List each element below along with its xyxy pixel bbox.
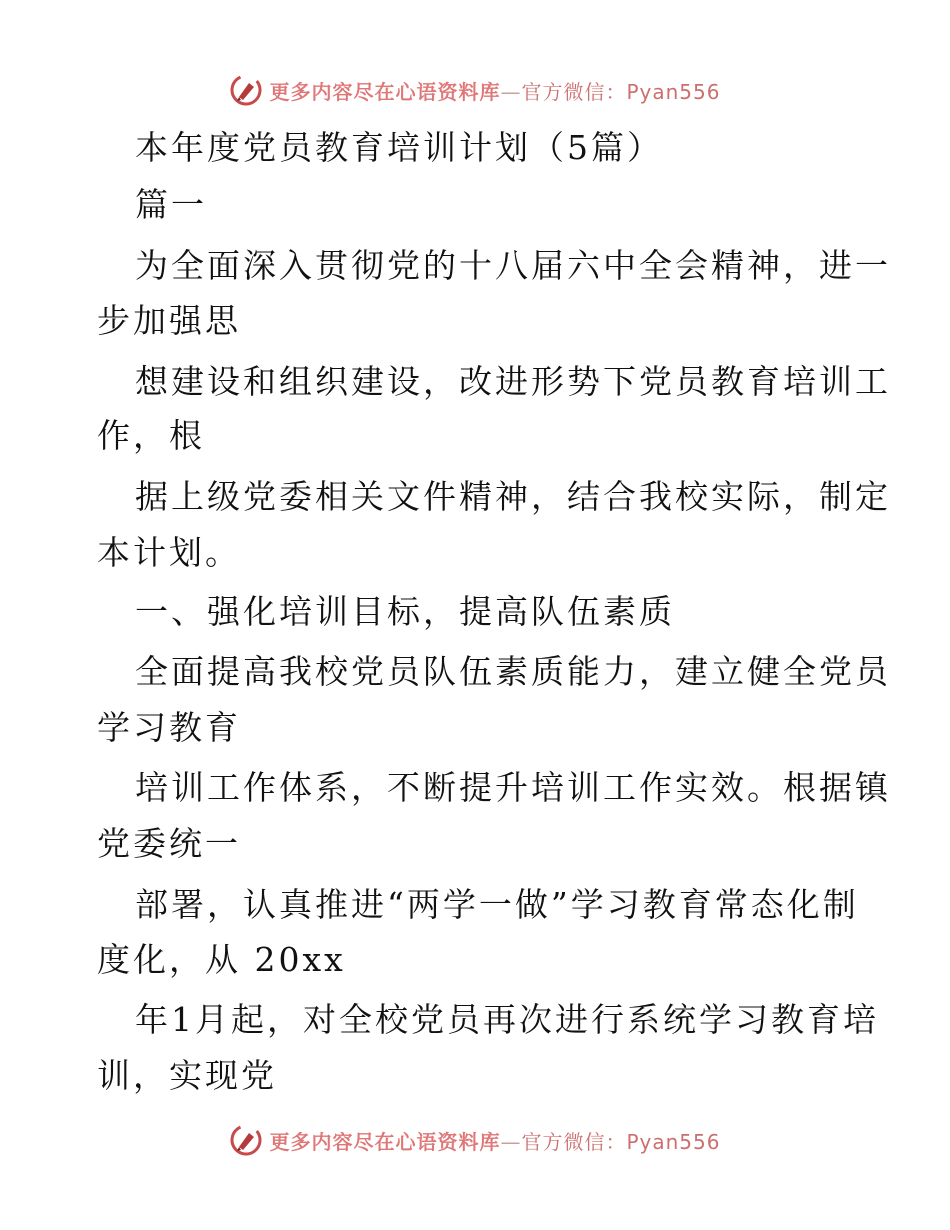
banner-brand: 更多内容尽在心语资料库	[269, 79, 501, 104]
pen-nib-logo-icon	[229, 1123, 263, 1157]
paragraph-line: 为全面深入贯彻党的十八届六中全会精神，进一	[135, 246, 891, 285]
pen-nib-logo-icon	[229, 73, 263, 107]
banner-wechat: 官方微信：Pyan556	[521, 1129, 721, 1154]
paragraph-line: 培训工作体系，不断提升培训工作实效。根据镇	[135, 768, 891, 807]
paragraph-line: 度化，从 20xx	[97, 940, 346, 979]
banner-wechat: 官方微信：Pyan556	[521, 79, 721, 104]
paragraph-line: 部署，认真推进“两学一做”学习教育常态化制	[135, 885, 859, 924]
paragraph-line: 想建设和组织建设，改进形势下党员教育培训工	[135, 362, 891, 401]
paragraph-line: 学习教育	[97, 708, 241, 747]
banner-separator: —	[500, 1129, 522, 1154]
paragraph-line: 据上级党委相关文件精神，结合我校实际，制定	[135, 477, 891, 516]
header-banner	[0, 70, 950, 110]
paragraph-line: 党委统一	[97, 824, 241, 863]
paragraph-line: 年1月起，对全校党员再次进行系统学习教育培	[135, 1000, 879, 1039]
paragraph-line: 全面提高我校党员队伍素质能力，建立健全党员	[135, 652, 891, 691]
document-title: 本年度党员教育培训计划（5篇）	[135, 128, 663, 167]
paragraph-line: 本计划。	[97, 533, 241, 572]
banner-separator: —	[500, 79, 522, 104]
paragraph-line: 训，实现党	[97, 1056, 277, 1095]
paragraph-line: 作，根	[97, 416, 205, 455]
banner-text	[269, 76, 720, 105]
banner-brand: 更多内容尽在心语资料库	[269, 1129, 501, 1154]
section-heading: 篇一	[135, 185, 207, 224]
banner-inner	[229, 73, 720, 107]
subsection-heading: 一、强化培训目标，提高队伍素质	[135, 592, 675, 631]
footer-banner	[0, 1120, 950, 1160]
banner-text	[269, 1126, 720, 1155]
paragraph-line: 步加强思	[97, 301, 241, 340]
banner-inner	[229, 1123, 720, 1157]
